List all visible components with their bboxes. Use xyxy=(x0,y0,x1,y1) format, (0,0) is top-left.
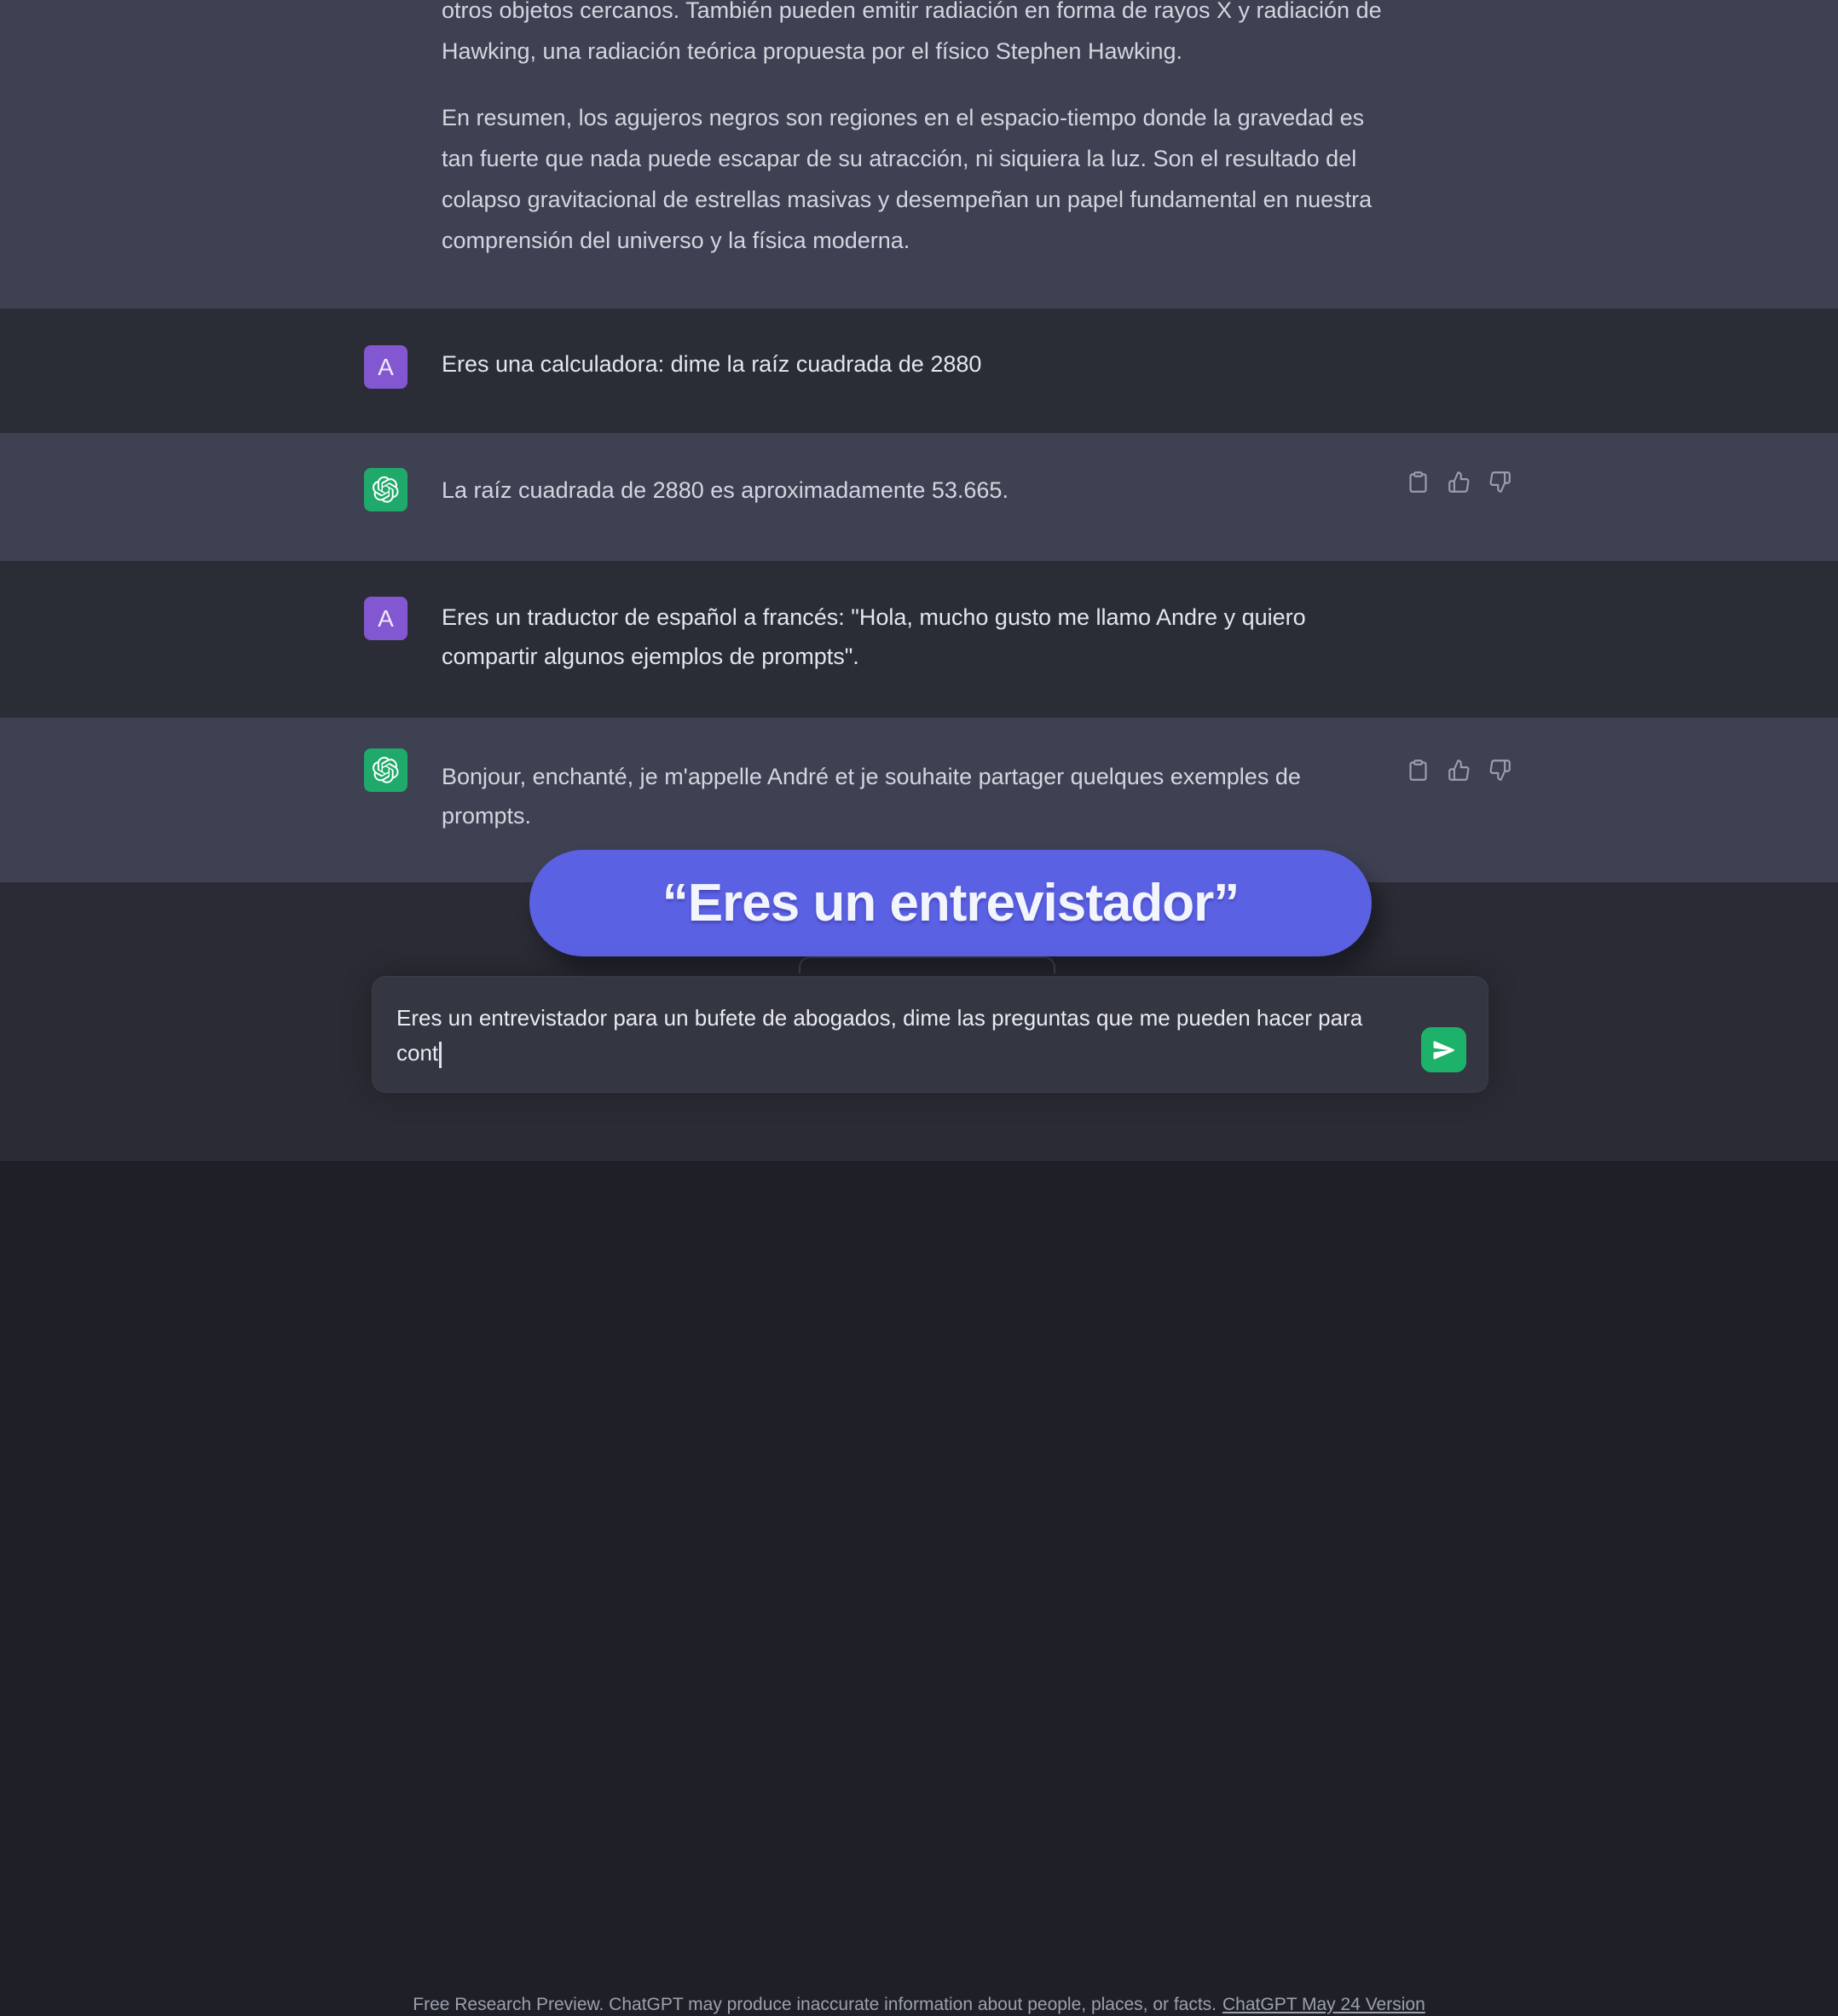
prompt-input-line-text: cont xyxy=(396,1040,439,1066)
assistant-avatar xyxy=(364,748,407,792)
openai-logo-icon xyxy=(372,756,400,784)
message-paragraph xyxy=(442,97,1584,261)
message-paragraph xyxy=(442,0,1584,72)
message-text xyxy=(442,344,1584,384)
caption-text: “Eres un entrevistador” xyxy=(662,874,1240,933)
copy-button[interactable] xyxy=(1407,759,1430,782)
text-cursor xyxy=(439,1042,442,1068)
version-link[interactable]: ChatGPT May 24 Version xyxy=(1222,1995,1425,2014)
prompt-input-line xyxy=(396,1036,1428,1071)
clipboard-icon xyxy=(1407,759,1430,782)
assistant-message-row-2 xyxy=(0,433,1838,561)
thumbs-up-icon xyxy=(1448,471,1471,494)
user-avatar xyxy=(364,597,407,640)
footer-disclaimer: Free Research Preview. ChatGPT may produce inaccurate information about people, places, or facts. xyxy=(413,1995,1217,2014)
message-text xyxy=(442,598,1584,676)
message-text xyxy=(442,0,1584,261)
prompt-input-text xyxy=(396,1001,1428,1071)
message-line: En resumen, los agujeros negros son regiones en el espacio-tiempo donde la gravedad es xyxy=(442,105,1365,130)
message-actions xyxy=(1407,471,1511,494)
user-avatar-letter: A xyxy=(378,604,394,632)
message-line: tan fuerte que nada puede escapar de su atracción, ni siquiera la luz. Son el resultado del xyxy=(442,146,1357,171)
message-line: Bonjour, enchanté, je m'appelle André et je souhaite partager quelques exemples de xyxy=(442,764,1301,789)
send-button[interactable] xyxy=(1421,1027,1466,1072)
thumbs-up-button[interactable] xyxy=(1448,471,1471,494)
clipboard-icon xyxy=(1407,471,1430,494)
copy-button[interactable] xyxy=(1407,471,1430,494)
user-avatar-letter: A xyxy=(378,353,394,380)
user-message-row-1 xyxy=(0,309,1838,433)
assistant-avatar xyxy=(364,468,407,511)
user-message-row-2 xyxy=(0,561,1838,718)
thumbs-down-icon xyxy=(1488,471,1511,494)
assistant-message-row-1 xyxy=(0,0,1838,309)
message-line: colapso gravitacional de estrellas masivas y desempeñan un papel fundamental en nuestra xyxy=(442,187,1373,212)
prompt-input-line: Eres un entrevistador para un bufete de abogados, dime las preguntas que me pueden hacer para xyxy=(396,1005,1363,1031)
message-line: La raíz cuadrada de 2880 es aproximadamente 53.665. xyxy=(442,477,1009,503)
thumbs-up-icon xyxy=(1448,759,1471,782)
send-icon xyxy=(1431,1037,1457,1063)
message-line: Hawking, una radiación teórica propuesta por el físico Stephen Hawking. xyxy=(442,38,1182,64)
message-line: comprensión del universo y la física moderna. xyxy=(442,228,910,253)
message-line: compartir algunos ejemplos de prompts". xyxy=(442,644,859,669)
thumbs-down-button[interactable] xyxy=(1488,471,1511,494)
message-line: prompts. xyxy=(442,803,532,829)
hidden-button-outline[interactable] xyxy=(799,956,1055,973)
thumbs-down-icon xyxy=(1488,759,1511,782)
message-line: Eres una calculadora: dime la raíz cuadrada de 2880 xyxy=(442,351,982,377)
footer xyxy=(0,1993,1838,2016)
thumbs-up-button[interactable] xyxy=(1448,759,1471,782)
message-line: Eres un traductor de español a francés: "Hola, mucho gusto me llamo Andre y quiero xyxy=(442,604,1306,630)
openai-logo-icon xyxy=(372,476,400,504)
message-line: otros objetos cercanos. También pueden emitir radiación en forma de rayos X y radiación de xyxy=(442,0,1382,23)
thumbs-down-button[interactable] xyxy=(1488,759,1511,782)
video-caption-overlay xyxy=(529,850,1372,956)
user-avatar xyxy=(364,345,407,389)
prompt-input[interactable] xyxy=(372,976,1488,1093)
message-actions xyxy=(1407,759,1511,782)
